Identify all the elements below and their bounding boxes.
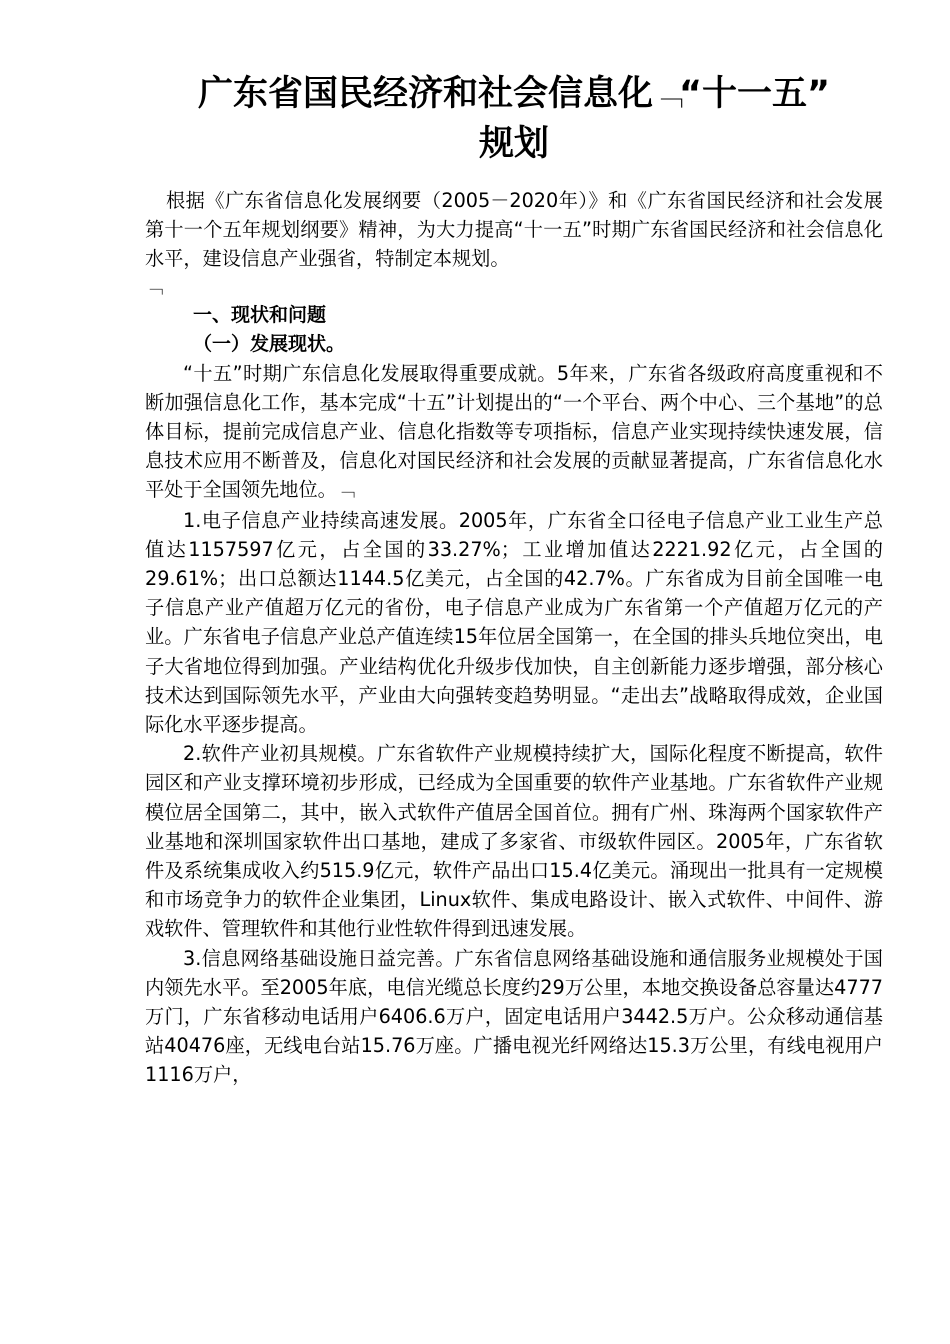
overview-paragraph — [145, 359, 883, 506]
paragraph-electronics: 1.电子信息产业持续高速发展。2005年，广东省全口径电子信息产业工业生产总值达1157597亿元，占全国的33.27%；工业增加值达2221.92亿元，占全国的29.61%；出口总额达1144.5亿美元，占全国的42.7%。广东省成为目前全国唯一电子信息产业产值超万亿元的省份，电子信息产业成为广东省第一个产值超万亿元的产业。广东省电子信息产业总产值连续15年位居全国第一，在全国的排头兵地位突出，电子大省地位得到加强。产业结构优化升级步伐加快，自主创新能力逐步增强，部分核心技术达到国际领先水平，产业由大向强转变趋势明显。“走出去”战略取得成效，企业国际化水平逐步提高。 — [145, 508, 883, 737]
title-part1: 广东省国民经济和社会信息化 — [197, 74, 653, 114]
paragraph-network: 3.信息网络基础设施日益完善。广东省信息网络基础设施和通信服务业规模处于国内领先水平。至2005年底，电信光缆总长度约29万公里，本地交换设备总容量达4777万门，广东省移动电话用户6406.6万户，固定电话用户3442.5万户。公众移动通信基站40476座，无线电台站15.76万座。广播电视光纤网络达15.3万公里，有线电视用户1116万户， — [145, 946, 883, 1087]
stray-mark: ﹁ — [145, 276, 163, 298]
document-page — [145, 70, 883, 1090]
title-mark: ﹁ — [653, 78, 679, 113]
subsection1-heading: （一）发展现状。 — [193, 332, 346, 355]
title-part2: “十一五” — [679, 74, 831, 114]
title-line2: 规划 — [478, 124, 549, 164]
overview-text: “十五”时期广东信息化发展取得重要成就。5年来，广东省各级政府高度重视和不断加强信息化工作，基本完成“十五”计划提出的“一个平台、两个中心、三个基地”的总体目标，提前完成信息产业、信息化指数等专项指标，信息产业实现持续快速发展，信息技术应用不断普及，信息化对国民经济和社会发展的贡献显著提高，广东省信息化水平处于全国领先地位。 — [145, 361, 883, 502]
section1-heading: 一、现状和问题 — [193, 303, 327, 326]
paragraph-software: 2.软件产业初具规模。广东省软件产业规模持续扩大，国际化程度不断提高，软件园区和产业支撑环境初步形成，已经成为全国重要的软件产业基地。广东省软件产业规模位居全国第二，其中，嵌入式软件产值居全国首位。拥有广州、珠海两个国家软件产业基地和深圳国家软件出口基地，建成了多家省、市级软件园区。2005年，广东省软件及系统集成收入约515.9亿元，软件产品出口15.4亿美元。涌现出一批具有一定规模和市场竞争力的软件企业集团，Linux软件、集成电路设计、嵌入式软件、中间件、游戏软件、管理软件和其他行业性软件得到迅速发展。 — [145, 742, 883, 941]
overview-mark: ﹁ — [336, 480, 355, 502]
intro-paragraph: 根据《广东省信息化发展纲要（2005－2020年）》和《广东省国民经济和社会发展第十一个五年规划纲要》精神，为大力提高“十一五”时期广东省国民经济和社会信息化水平，建设信息产业强省，特制定本规划。 — [145, 189, 883, 271]
document-title — [145, 70, 883, 169]
